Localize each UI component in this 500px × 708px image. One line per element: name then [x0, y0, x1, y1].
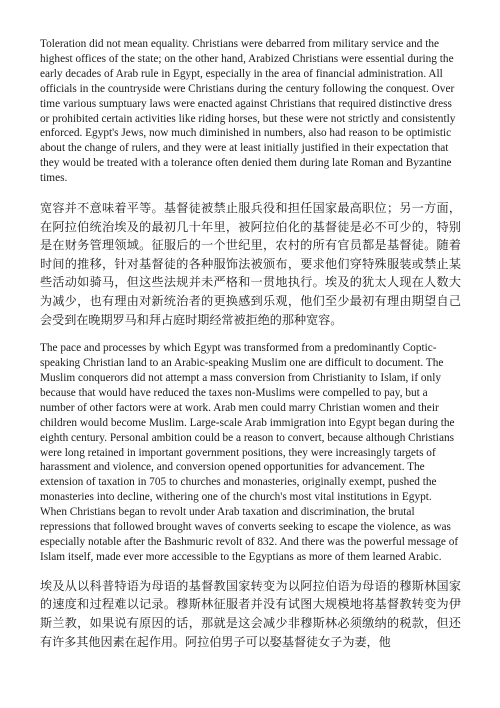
- paragraph-english-toleration: Toleration did not mean equality. Christians were debarred from military service and the highest offices of the state; on the other hand, Arabized Christians were essential during the early decades of Arab rule in Egypt, especially in the area of financial administration. All officials in the countryside were Christians during the century following the conquest. Over time various sumptuary laws were enacted against Christians that required distinctive dress or prohibited certain activities like riding horses, but these were not strictly and consistently enforced. Egypt's Jews, now much diminished in numbers, also had reason to be optimistic about the change of rulers, and they were at least initially justified in their expectation that they would be treated with a tolerance often denied them during late Roman and Byzantine times.: [40, 38, 456, 185]
- paragraph-chinese-toleration: 宽容并不意味着平等。基督徒被禁止服兵役和担任国家最高职位；另一方面，在阿拉伯统治埃及的最初几十年里，被阿拉伯化的基督徒是必不可少的，特别是在财务管理领域。征服后的一个世纪里，农村的所有官员都是基督徒。随着时间的推移，针对基督徒的各种服饰法被颁布，要求他们穿特殊服装或禁止某些活动如骑马，但这些法规并未严格和一贯地执行。埃及的犹太人现在人数大为减少，也有理由对新统治者的更换感到乐观，他们至少最初有理由期望自己会受到在晚期罗马和拜占庭时期经常被拒绝的那种宽容。: [40, 201, 461, 327]
- paragraph-chinese-conversion: 埃及从以科普特语为母语的基督教国家转变为以阿拉伯语为母语的穆斯林国家的速度和过程难以记录。穆斯林征服者并没有试图大规模地将基督教转变为伊斯兰教，如果说有原因的话，那就是这会减少非穆斯林必须缴纳的税款，但还有许多其他因素在起作用。阿拉伯男子可以娶基督徒女子为妻，他: [40, 578, 461, 649]
- paragraph-english-conversion: The pace and processes by which Egypt was transformed from a predominantly Coptic-speaking Christian land to an Arabic-speaking Muslim one are difficult to document. The Muslim conquerors did not attempt a mass conversion from Christianity to Islam, if only because that would have reduced the taxes non-Muslims were compelled to pay, but a number of other factors were at work. Arab men could marry Christian women and their children would become Muslim. Large-scale Arab immigration into Egypt began during the eighth century. Personal ambition could be a reason to convert, because although Christians were long retained in important government positions, they were increasingly targets of harassment and violence, and conversion opened opportunities for advancement. The extension of taxation in 705 to churches and monasteries, originally exempt, pushed the monasteries into decline, withering one of the church's most vital institutions in Egypt. When Christians began to revolt under Arab taxation and discrimination, the brutal repressions that followed brought waves of converts seeking to escape the violence, as was especially notable after the Bashmuric revolt of 832. And there was the powerful message of Islam itself, made ever more accessible to the Egyptians as more of them learned Arabic.: [40, 342, 459, 563]
- document-page: [40, 37, 461, 651]
